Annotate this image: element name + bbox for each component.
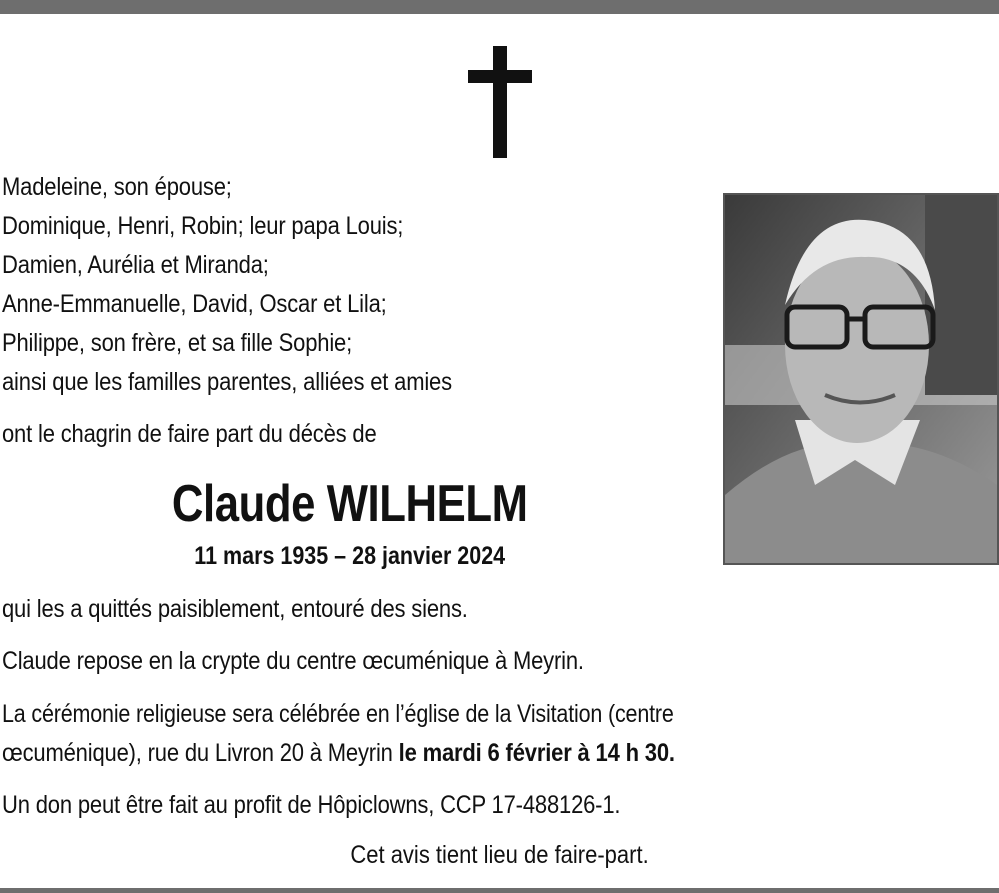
ceremony-text-2: œcuménique), rue du Livron 20 à Meyrin le mardi 6 février à 14 h 30.	[2, 739, 675, 767]
donation-text: Un don peut être fait au profit de Hôpiclowns, CCP 17-488126-1.	[2, 791, 621, 819]
family-line-grandchildren-1: Damien, Aurélia et Miranda;	[2, 251, 269, 279]
family-line-brother: Philippe, son frère, et sa fille Sophie;	[2, 329, 353, 357]
ceremony-datetime: le mardi 6 février à 14 h 30.	[398, 739, 675, 767]
ceremony-text-1: La cérémonie religieuse sera célébrée en l’église de la Visitation (centre	[2, 700, 674, 728]
top-rule	[0, 0, 999, 14]
rest-text: Claude repose en la crypte du centre œcuménique à Meyrin.	[2, 647, 584, 675]
family-line-relatives: ainsi que les familles parentes, alliées et amies	[2, 368, 452, 396]
intro-text: ont le chagrin de faire part du décès de	[2, 420, 377, 448]
family-line-grandchildren-2: Anne-Emmanuelle, David, Oscar et Lila;	[2, 290, 387, 318]
cross-icon	[468, 46, 532, 158]
deceased-name: Claude WILHELM	[172, 475, 528, 533]
departure-text: qui les a quittés paisiblement, entouré des siens.	[2, 595, 468, 623]
deceased-dates: 11 mars 1935 – 28 janvier 2024	[194, 542, 506, 570]
portrait-photo	[723, 193, 999, 565]
family-line-children: Dominique, Henri, Robin; leur papa Louis;	[2, 212, 404, 240]
family-line-spouse: Madeleine, son épouse;	[2, 173, 232, 201]
bottom-rule	[0, 888, 999, 893]
closing-note: Cet avis tient lieu de faire-part.	[350, 841, 649, 869]
